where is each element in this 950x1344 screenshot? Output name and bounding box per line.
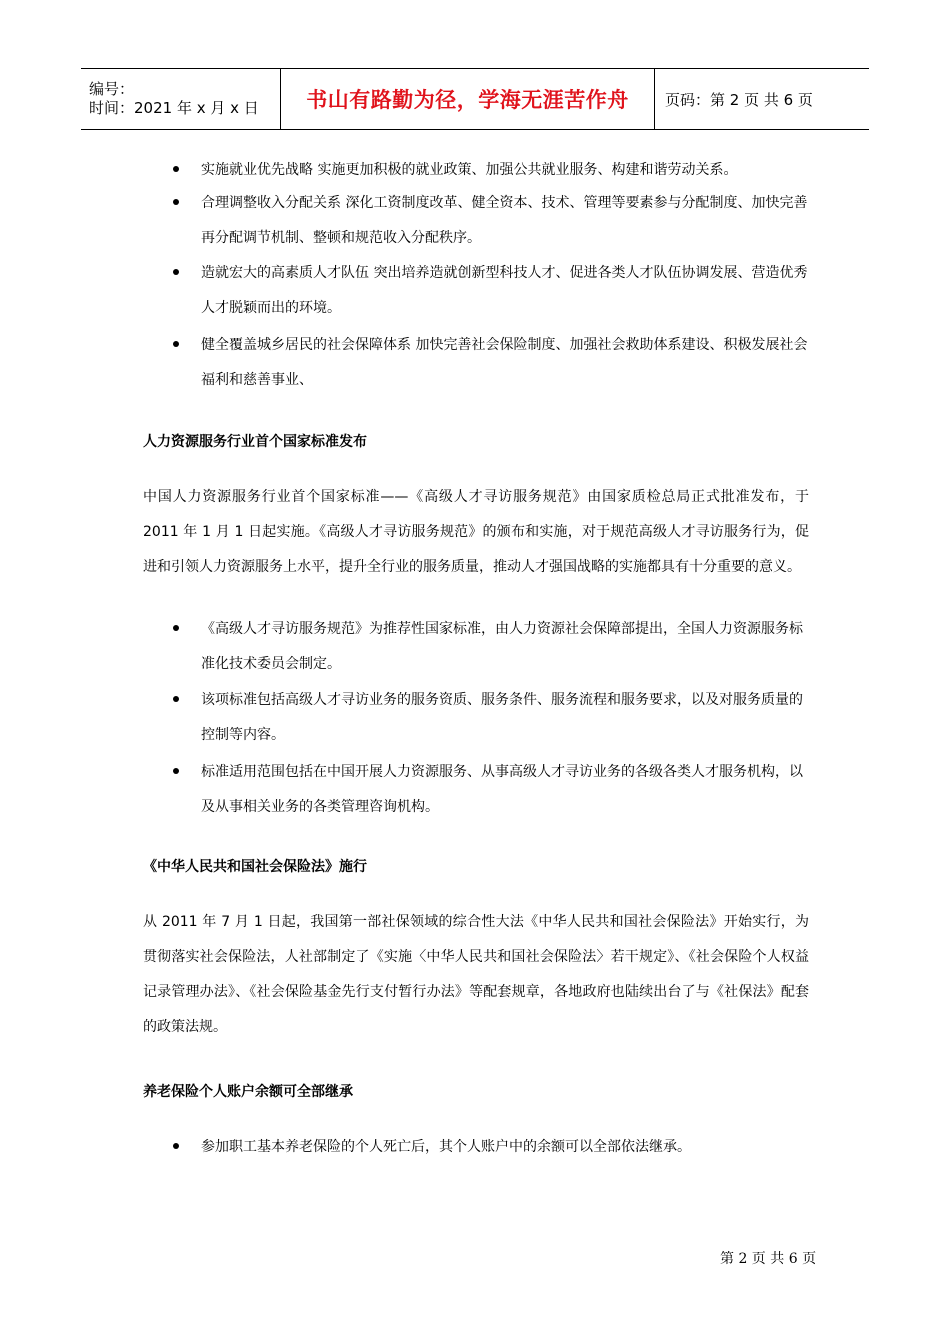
section-heading: 人力资源服务行业首个国家标准发布 [143, 434, 367, 450]
number-label: 编号： [89, 80, 135, 98]
motto-text: 书山有路勤为径，学海无涯苦作舟 [306, 88, 629, 112]
list-item: 该项标准包括高级人才寻访业务的服务资质、服务条件、服务流程和服务要求，以及对服务质量的控制等内容。 [173, 683, 811, 753]
bullet-icon [173, 625, 179, 631]
time-label: 时间：2021 年 x 月 x 日 [89, 99, 259, 117]
list-item: 标准适用范围包括在中国开展人力资源服务、从事高级人才寻访业务的各级各类人才服务机构，以及从事相关业务的各类管理咨询机构。 [173, 755, 811, 825]
page-label: 页码：第 2 页 共 6 页 [665, 90, 813, 109]
bullet-icon [173, 269, 179, 275]
section-heading: 养老保险个人账户余额可全部继承 [143, 1084, 353, 1100]
page-header [81, 68, 869, 130]
list-item: 《高级人才寻访服务规范》为推荐性国家标准，由人力资源社会保障部提出，全国人力资源服务标准化技术委员会制定。 [173, 612, 811, 682]
list-item: 参加职工基本养老保险的个人死亡后，其个人账户中的余额可以全部依法继承。 [173, 1130, 811, 1165]
bullet-icon [173, 1143, 179, 1149]
header-motto [281, 69, 655, 129]
section-paragraph: 中国人力资源服务行业首个国家标准——《高级人才寻访服务规范》由国家质检总局正式批准发布，于 2011 年 1 月 1 日起实施。《高级人才寻访服务规范》的颁布和实施，对于规范高级人才寻访服务行为，促进和引领人力资源服务上水平，提升全行业的服务质量，推动人才强国战略的实施都具有十分重要的意义。 [143, 489, 809, 575]
bullet-icon [173, 768, 179, 774]
list-item: 合理调整收入分配关系 深化工资制度改革、健全资本、技术、管理等要素参与分配制度、加快完善再分配调节机制、整顿和规范收入分配秩序。 [173, 186, 811, 256]
section-heading: 《中华人民共和国社会保险法》施行 [143, 859, 367, 875]
bullet-icon [173, 696, 179, 702]
header-page [655, 69, 869, 129]
section-paragraph: 从 2011 年 7 月 1 日起，我国第一部社保领域的综合性大法《中华人民共和国社会保险法》开始实行，为贯彻落实社会保险法，人社部制定了《实施〈中华人民共和国社会保险法〉若干规定》、《社会保险个人权益记录管理办法》、《社会保险基金先行支付暂行办法》等配套规章，各地政府也陆续出台了与《社保法》配套的政策法规。 [143, 914, 809, 1035]
bullet-icon [173, 341, 179, 347]
list-item: 造就宏大的高素质人才队伍 突出培养造就创新型科技人才、促进各类人才队伍协调发展、营造优秀人才脱颖而出的环境。 [173, 256, 811, 326]
header-meta [81, 69, 281, 129]
list-item: 健全覆盖城乡居民的社会保障体系 加快完善社会保险制度、加强社会救助体系建设、积极发展社会福利和慈善事业、 [173, 328, 811, 398]
bullet-icon [173, 166, 179, 172]
list-item: 实施就业优先战略 实施更加积极的就业政策、加强公共就业服务、构建和谐劳动关系。 [173, 153, 811, 188]
bullet-icon [173, 199, 179, 205]
page-footer: 第 2 页 共 6 页 [720, 1251, 817, 1267]
